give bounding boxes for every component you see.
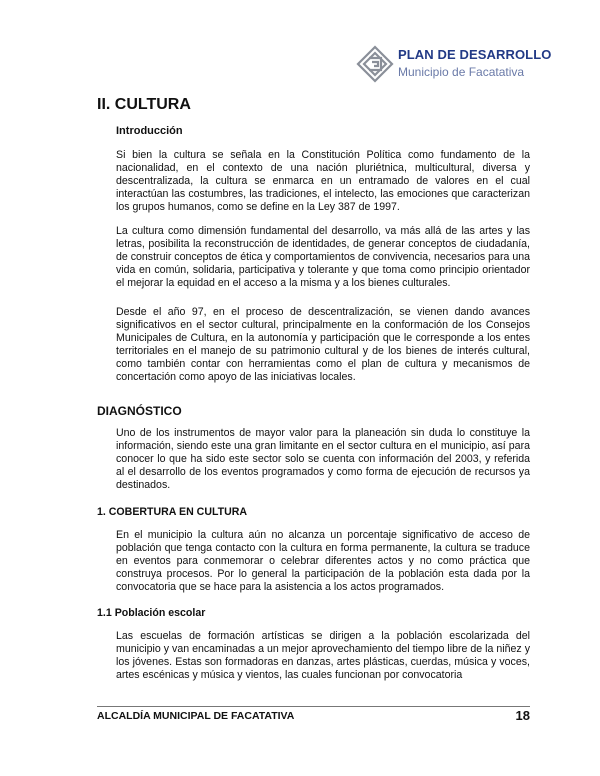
poblacion-paragraph: Las escuelas de formación artísticas se dirigen a la población escolarizada del municipio y van encaminadas a un mejor aprovechamiento del tiempo libre de la niñez y los jóvenes. Estas son formadoras en danzas, artes plásticas, cuerdas, música y voces, artes escénicas y música y vientos, las cuales funcionan por convocatoria: [116, 630, 530, 681]
poblacion-heading: [97, 607, 205, 619]
poblacion-number: 1.1: [97, 607, 112, 619]
footer-divider: [97, 706, 530, 707]
cobertura-paragraph: En el municipio la cultura aún no alcanza un porcentaje significativo de acceso de población que tenga contacto con la cultura en forma permanente, la cultura se traduce en eventos para conmemorar o celebrar diferentes actos y no como práctica que construya procesos. Por lo general la participación de la población esta dada por la convocatoria que se hace para la asistencia a los actos programados.: [116, 529, 530, 593]
intro-paragraph-3: Desde el año 97, en el proceso de descentralización, se vienen dando avances significativos en el sector cultural, principalmente en la conformación de los Consejos Municipales de Cultura, en la autonomía y participación que le corresponde a los entes territoriales en el manejo de su patrimonio cultural y de los bienes de interés cultural, como también contar con herramientas como el plan de cultura y mecanismos de concertación como apoyo de las iniciativas locales.: [116, 306, 530, 383]
intro-paragraph-2: La cultura como dimensión fundamental del desarrollo, va más allá de las artes y las letras, posibilita la reconstrucción de identidades, de generar conceptos de ciudadanía, de construir conceptos de ética y comportamientos de convivencia, necesarios para una vida en común, solidaria, participativa y tolerante y que toma como principio orientador el mejorar la equidad en el acceso a la misma y a los bienes culturales.: [116, 225, 530, 289]
diagnostico-paragraph: Uno de los instrumentos de mayor valor para la planeación sin duda lo constituye la información, siendo este una gran limitante en el sector cultura en el municipio, así para conocer lo que ha sido este sector solo se cuenta con información del 2003, y referida al el desarrollo de los eventos programados y como forma de ejecución de recursos ya destinados.: [116, 427, 530, 491]
plan-desarrollo-logo-icon: [355, 44, 395, 84]
header-title: PLAN DE DESARROLLO: [398, 47, 552, 62]
page-number: 18: [515, 708, 530, 723]
section-title: II. CULTURA: [97, 96, 191, 113]
intro-paragraph-1: Si bien la cultura se señala en la Constitución Política como fundamento de la nacionalidad, en el contexto de una nación pluriétnica, multicultural, diversa y descentralizada, la cultura se enmarca en un entramado de valores en el cual interactúan las costumbres, las tradiciones, el intelecto, las emociones que caracterizan los grupos humanos, como se define en la Ley 387 de 1997.: [116, 149, 530, 213]
header-subtitle: Municipio de Facatativa: [398, 65, 525, 79]
poblacion-title: Población escolar: [114, 607, 206, 619]
cobertura-heading: 1. COBERTURA EN CULTURA: [97, 506, 248, 518]
intro-heading: Introducción: [116, 125, 183, 137]
footer-label: ALCALDÍA MUNICIPAL DE FACATATIVA: [97, 710, 295, 722]
diagnostico-heading: DIAGNÓSTICO: [97, 404, 182, 418]
